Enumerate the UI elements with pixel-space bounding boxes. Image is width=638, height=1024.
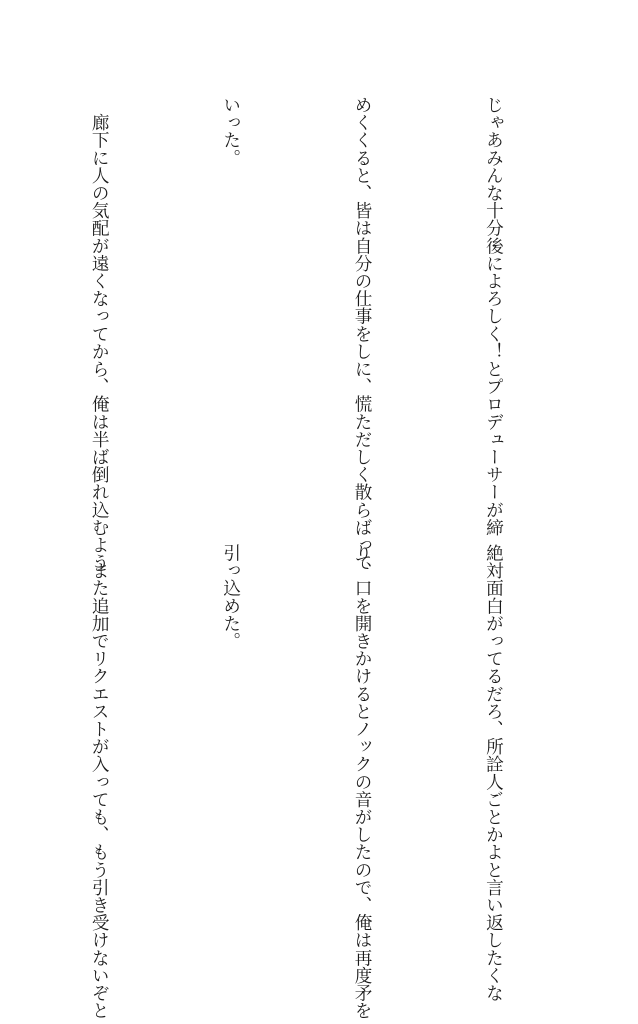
text-block-bottom: [0, 544, 602, 1020]
text-line: 廊下に人の気配が遠くなってから、俺は半ば倒れ込むよう: [89, 96, 110, 572]
text-line: いった。: [220, 96, 241, 167]
text-block-top: [0, 96, 602, 572]
text-line: 引っ込めた。: [220, 544, 241, 650]
text-line: じゃあみんな十分後によろしく！とプロデューサーが締: [483, 96, 504, 536]
text-line: り、口を開きかけるとノックの音がしたので、俺は再度矛を: [352, 544, 373, 1020]
text-line: また追加でリクエストが入っても、もう引き受けないぞと: [89, 544, 110, 1020]
text-line: めくくると、皆は自分の仕事をしに、慌ただしく散らばって: [352, 96, 373, 572]
text-line: 絶対面白がってるだろ、所詮人ごとかよと言い返したくな: [483, 544, 504, 1002]
